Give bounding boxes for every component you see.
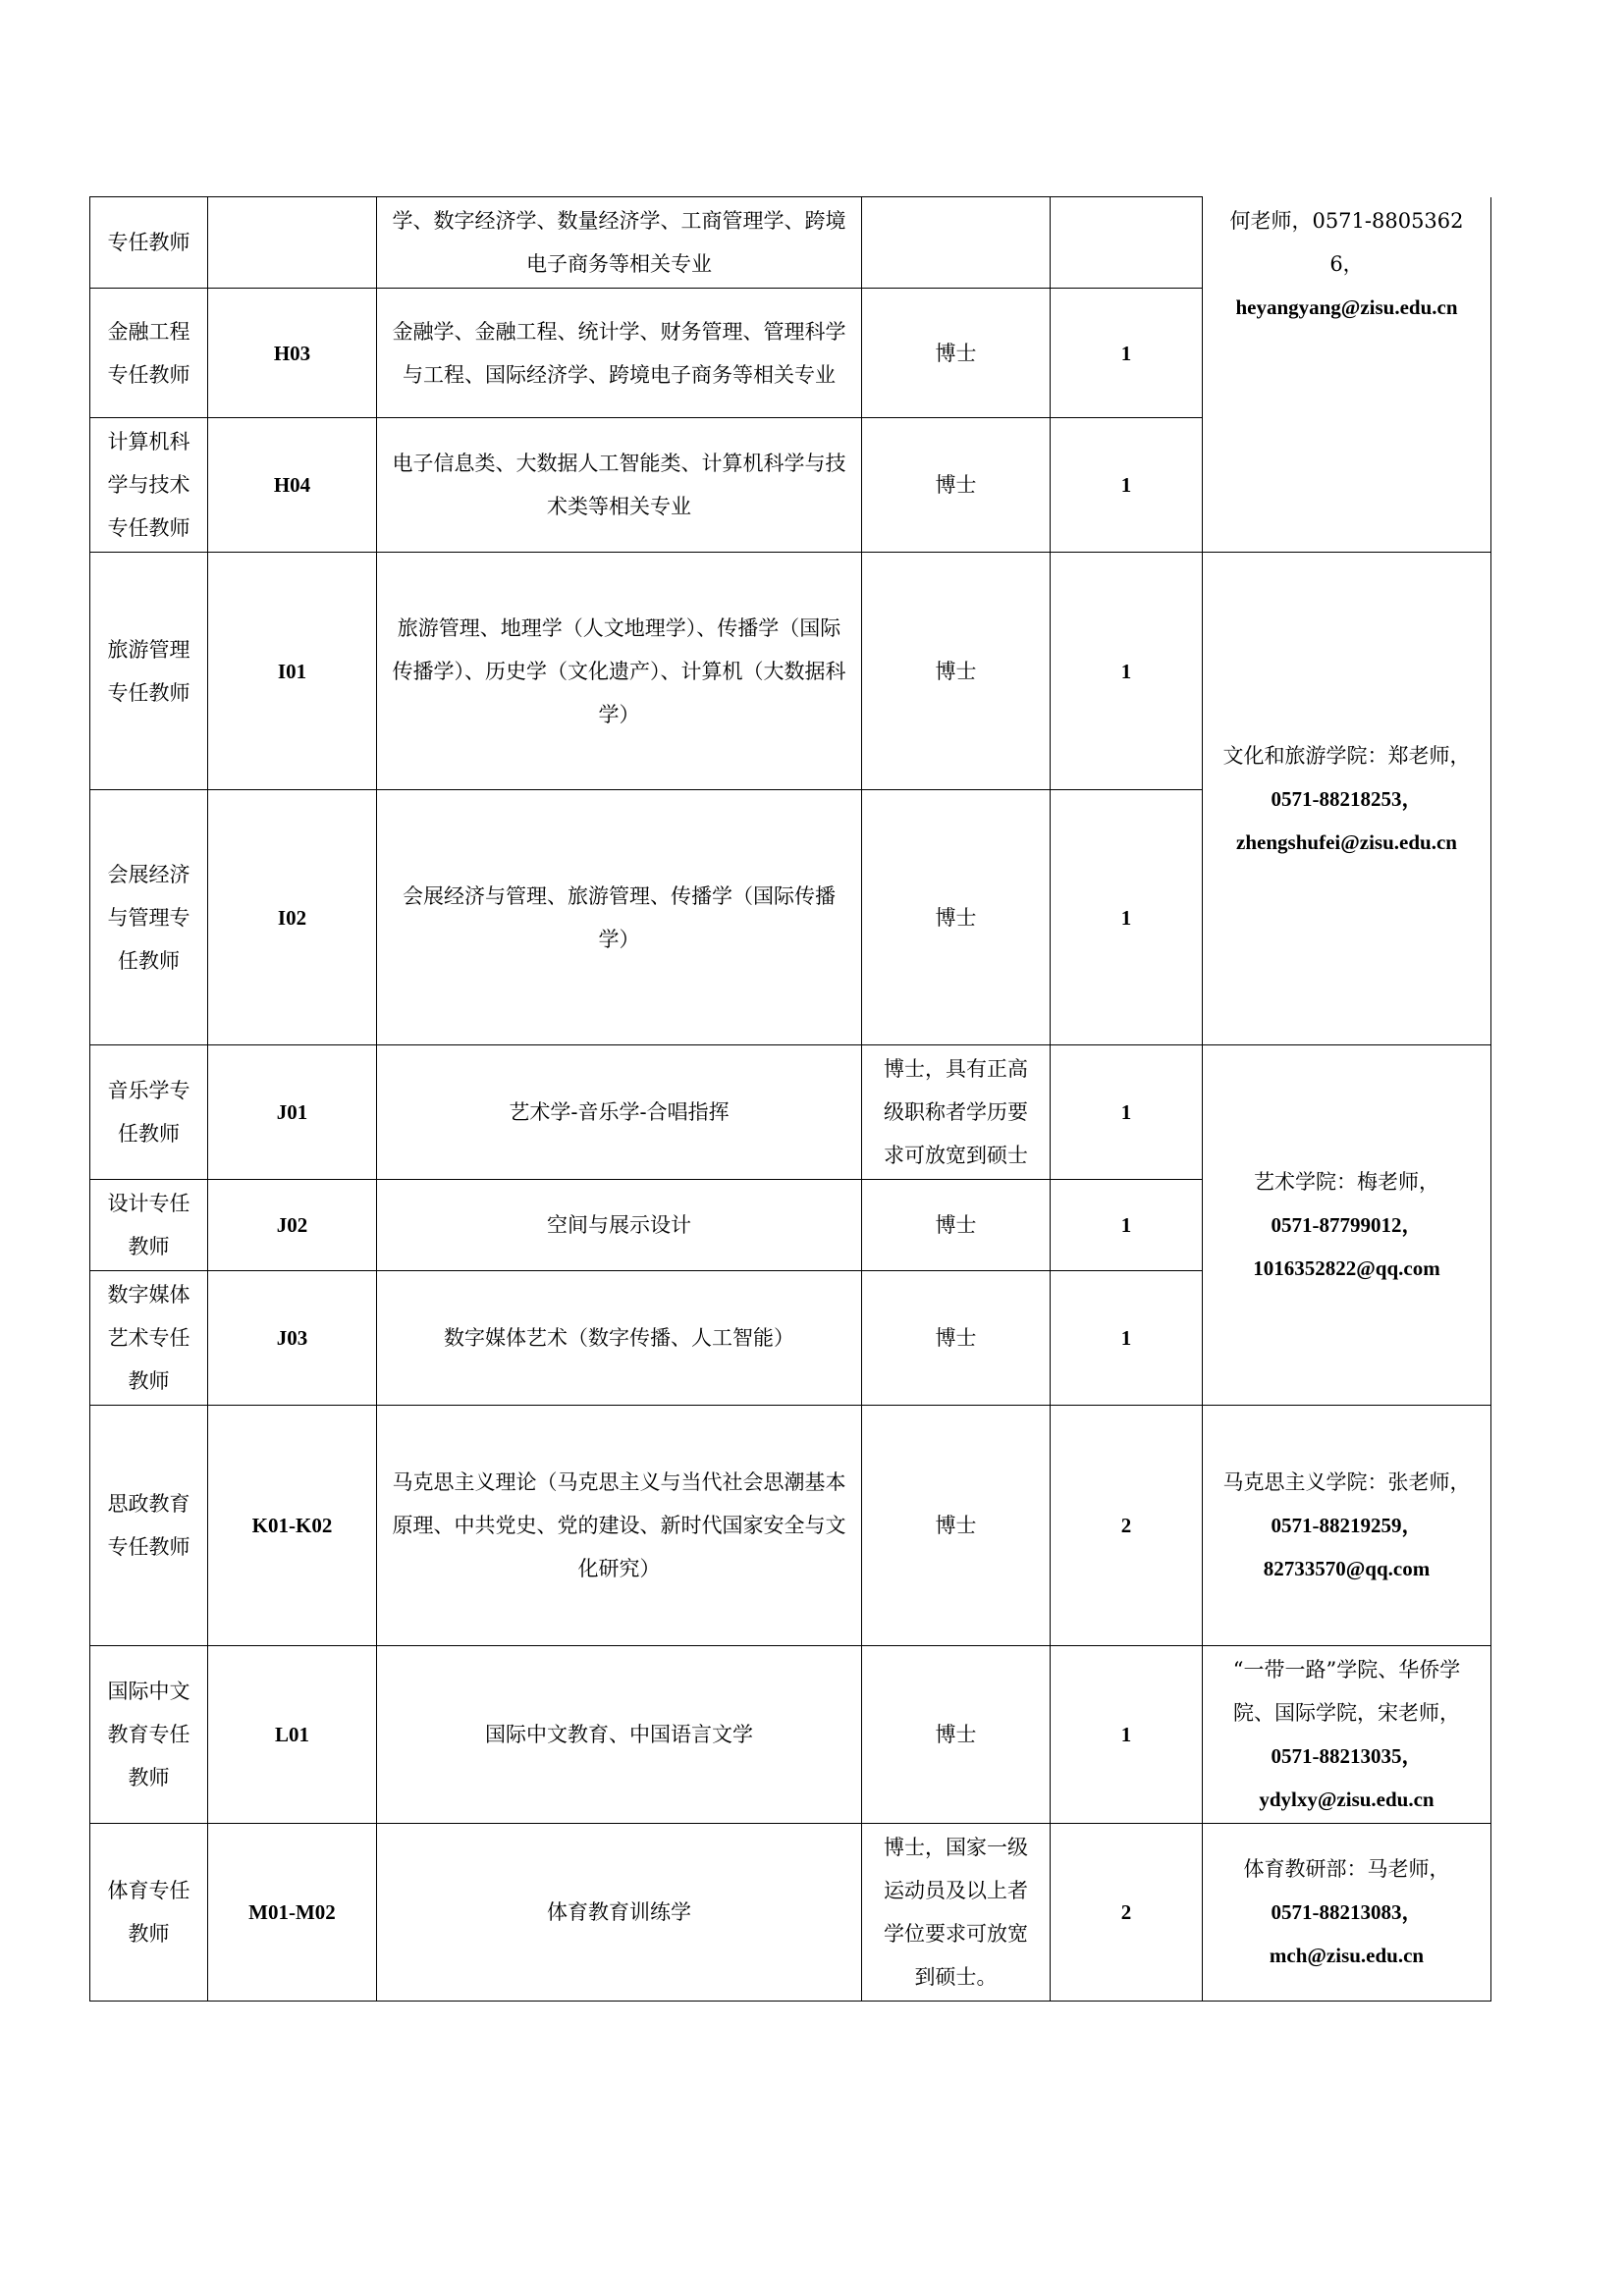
code-cell: J02 <box>208 1180 377 1271</box>
major-cell: 数字媒体艺术（数字传播、人工智能） <box>377 1271 862 1406</box>
code-cell: H04 <box>208 418 377 553</box>
contact-cell-m <box>1203 1824 1491 2002</box>
count-cell: 1 <box>1051 1045 1203 1180</box>
table-row <box>90 553 1491 790</box>
degree-cell: 博士，国家一级运动员及以上者学位要求可放宽到硕士。 <box>862 1824 1051 2002</box>
major-cell: 会展经济与管理、旅游管理、传播学（国际传播学） <box>377 790 862 1045</box>
major-cell: 体育教育训练学 <box>377 1824 862 2002</box>
code-cell: L01 <box>208 1646 377 1824</box>
degree-cell: 博士 <box>862 1646 1051 1824</box>
count-cell: 1 <box>1051 553 1203 790</box>
contact-line: 马克思主义学院：张老师， <box>1222 1470 1471 1494</box>
table-row <box>90 197 1491 289</box>
count-cell: 1 <box>1051 1180 1203 1271</box>
major-cell: 学、数字经济学、数量经济学、工商管理学、跨境电子商务等相关专业 <box>377 197 862 289</box>
table-row <box>90 1824 1491 2002</box>
major-cell: 空间与展示设计 <box>377 1180 862 1271</box>
count-cell: 1 <box>1051 1646 1203 1824</box>
code-cell: M01-M02 <box>208 1824 377 2002</box>
contact-phone: 0571-87799012， <box>1271 1213 1423 1237</box>
major-cell: 国际中文教育、中国语言文学 <box>377 1646 862 1824</box>
position-cell: 金融工程专任教师 <box>90 289 208 418</box>
contact-phone: 0571-88213035， <box>1271 1744 1423 1768</box>
degree-cell: 博士，具有正高级职称者学历要求可放宽到硕士 <box>862 1045 1051 1180</box>
code-cell: I01 <box>208 553 377 790</box>
degree-cell: 博士 <box>862 553 1051 790</box>
position-cell: 音乐学专任教师 <box>90 1045 208 1180</box>
recruitment-table <box>89 196 1491 2002</box>
contact-email: mch@zisu.edu.cn <box>1269 1944 1425 1967</box>
degree-cell: 博士 <box>862 289 1051 418</box>
count-cell: 1 <box>1051 1271 1203 1406</box>
contact-email: 82733570@qq.com <box>1263 1557 1431 1580</box>
degree-cell: 博士 <box>862 1271 1051 1406</box>
code-cell: H03 <box>208 289 377 418</box>
contact-email: zhengshufei@zisu.edu.cn <box>1236 829 1457 854</box>
table-row <box>90 1646 1491 1824</box>
position-cell: 设计专任教师 <box>90 1180 208 1271</box>
position-cell: 体育专任教师 <box>90 1824 208 2002</box>
major-cell: 金融学、金融工程、统计学、财务管理、管理科学与工程、国际经济学、跨境电子商务等相关专业 <box>377 289 862 418</box>
contact-line: 文化和旅游学院：郑老师， <box>1222 743 1471 768</box>
contact-cell-j <box>1203 1045 1491 1406</box>
position-cell: 计算机科学与技术专任教师 <box>90 418 208 553</box>
contact-cell-k <box>1203 1406 1491 1646</box>
count-cell: 1 <box>1051 418 1203 553</box>
code-cell: J03 <box>208 1271 377 1406</box>
contact-cell-i <box>1203 553 1491 1045</box>
degree-cell: 博士 <box>862 1406 1051 1646</box>
contact-line: “一带一路”学院、华侨学院、国际学院，宋老师， <box>1232 1658 1461 1725</box>
code-cell: J01 <box>208 1045 377 1180</box>
count-cell: 1 <box>1051 289 1203 418</box>
code-cell: K01-K02 <box>208 1406 377 1646</box>
contact-cell-l <box>1203 1646 1491 1824</box>
position-cell: 思政教育专任教师 <box>90 1406 208 1646</box>
table-row <box>90 1406 1491 1646</box>
code-cell <box>208 197 377 289</box>
major-cell: 旅游管理、地理学（人文地理学）、传播学（国际传播学）、历史学（文化遗产）、计算机（大数据科学） <box>377 553 862 790</box>
contact-line: 何老师，0571-88053626， <box>1229 208 1464 276</box>
degree-cell: 博士 <box>862 1180 1051 1271</box>
contact-phone: 0571-88213083， <box>1271 1900 1423 1924</box>
major-cell: 电子信息类、大数据人工智能类、计算机科学与技术类等相关专业 <box>377 418 862 553</box>
contact-line: 体育教研部：马老师， <box>1243 1857 1450 1881</box>
contact-phone: 0571-88218253， <box>1271 786 1423 811</box>
position-cell: 国际中文教育专任教师 <box>90 1646 208 1824</box>
table-row <box>90 1045 1491 1180</box>
contact-email: ydylxy@zisu.edu.cn <box>1259 1788 1435 1811</box>
degree-cell: 博士 <box>862 790 1051 1045</box>
position-cell: 旅游管理专任教师 <box>90 553 208 790</box>
count-cell <box>1051 197 1203 289</box>
count-cell: 2 <box>1051 1824 1203 2002</box>
code-cell: I02 <box>208 790 377 1045</box>
position-cell: 数字媒体艺术专任教师 <box>90 1271 208 1406</box>
contact-phone: 0571-88219259， <box>1271 1514 1423 1537</box>
contact-cell-h <box>1203 197 1491 553</box>
major-cell: 艺术学-音乐学-合唱指挥 <box>377 1045 862 1180</box>
degree-cell <box>862 197 1051 289</box>
degree-cell: 博士 <box>862 418 1051 553</box>
count-cell: 2 <box>1051 1406 1203 1646</box>
major-cell: 马克思主义理论（马克思主义与当代社会思潮基本原理、中共党史、党的建设、新时代国家安全与文化研究） <box>377 1406 862 1646</box>
contact-email: heyangyang@zisu.edu.cn <box>1235 294 1458 319</box>
count-cell: 1 <box>1051 790 1203 1045</box>
position-cell: 会展经济与管理专任教师 <box>90 790 208 1045</box>
contact-line: 艺术学院：梅老师， <box>1254 1170 1439 1194</box>
position-cell: 专任教师 <box>90 197 208 289</box>
contact-email: 1016352822@qq.com <box>1253 1256 1440 1280</box>
